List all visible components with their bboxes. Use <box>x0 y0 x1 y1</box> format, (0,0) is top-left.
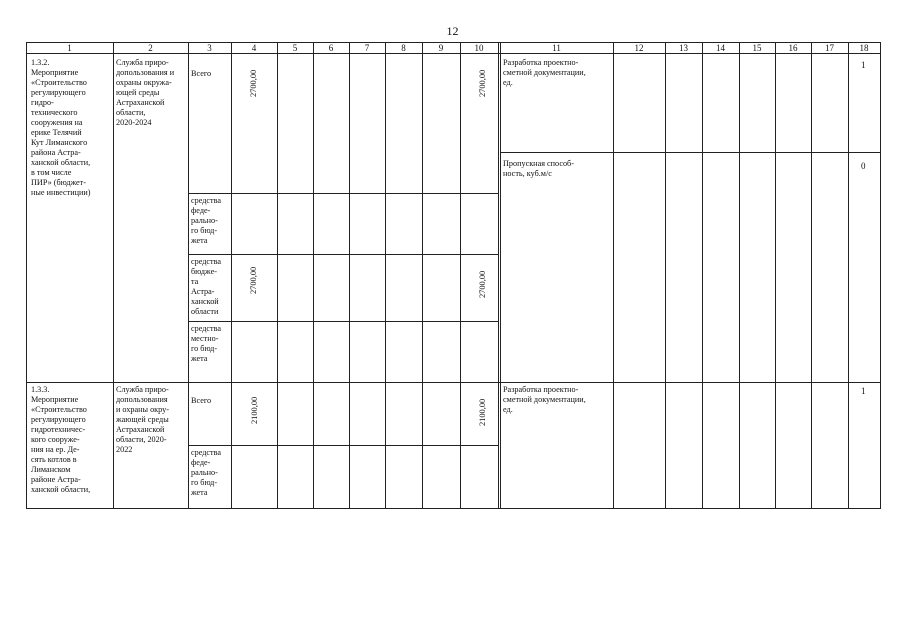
table-line <box>26 42 27 509</box>
table-line <box>665 42 666 509</box>
col-header-12: 12 <box>634 43 644 53</box>
page-number: 12 <box>446 24 459 38</box>
table-line <box>848 42 849 509</box>
table-line <box>811 42 812 509</box>
table-line <box>385 42 386 509</box>
row-code-text: 1.3.2. Мероприятие «Строительство регулирующего гидро- технического сооружения на ерике Телячий Кут Лиманского района Астра- ханской области, в том числе ПИР» (бюджет- ные инвестиции) <box>31 58 91 197</box>
table-line <box>500 152 880 153</box>
table-line <box>880 42 881 509</box>
source-name: средства феде- рально- го бюд- жета <box>191 196 222 245</box>
col-header-8: 8 <box>401 43 406 53</box>
row-code-text: 1.3.3. Мероприятие «Строительство регулирующего гидротехничес- кого сооруже- ния на ер. Де- сять котлов в Лиманском районе Астра- ханской области, <box>31 385 91 494</box>
table-line <box>460 42 461 509</box>
table-line <box>498 42 499 509</box>
indicator-value: 0 <box>861 161 866 171</box>
table-line <box>26 53 880 54</box>
table-line <box>26 382 880 383</box>
col-header-18: 18 <box>859 43 869 53</box>
amount-col10: 2700,00 <box>478 270 487 298</box>
col-header-11: 11 <box>552 43 561 53</box>
col-header-16: 16 <box>788 43 798 53</box>
table-line <box>188 193 498 194</box>
col-header-7: 7 <box>364 43 370 53</box>
source-name: средства местно- го бюд- жета <box>191 324 222 363</box>
table-line <box>775 42 776 509</box>
row-executor: Служба приро- допользования и охраны окру- жающей среды Астраханской области, 2020- 2022 <box>116 385 169 454</box>
col-header-4: 4 <box>251 43 257 53</box>
source-name: Всего <box>191 69 212 78</box>
col-header-3: 3 <box>207 43 212 53</box>
col-header-14: 14 <box>716 43 725 53</box>
amount-col10: 2100,00 <box>478 398 487 426</box>
col-header-10: 10 <box>474 43 484 53</box>
col-header-2: 2 <box>148 43 153 53</box>
indicator-name: Разработка проектно- сметной документации, ед. <box>503 58 586 87</box>
col-header-15: 15 <box>752 43 762 53</box>
amount-col4: 2700,00 <box>249 69 258 97</box>
table-line <box>26 42 880 43</box>
indicator-name: Разработка проектно- сметной документации, ед. <box>503 385 586 414</box>
indicator-name: Пропускная способ- ность, куб.м/с <box>503 159 574 178</box>
table-line <box>188 254 498 255</box>
col-header-5: 5 <box>292 43 298 53</box>
table-line <box>188 445 498 446</box>
table-line <box>349 42 350 509</box>
indicator-value: 1 <box>861 60 866 70</box>
table-line <box>188 42 189 509</box>
col-header-13: 13 <box>679 43 688 53</box>
amount-col4: 2700,00 <box>249 266 258 294</box>
source-name: средства феде- рально- го бюд- жета <box>191 448 222 497</box>
source-name: Всего <box>191 396 212 405</box>
table-line <box>231 42 232 509</box>
indicator-value: 1 <box>861 386 866 396</box>
table-line <box>702 42 703 509</box>
table-line <box>188 321 498 322</box>
table-line <box>277 42 278 509</box>
table-line <box>613 42 614 509</box>
table-line <box>313 42 314 509</box>
amount-col10: 2700,00 <box>478 69 487 97</box>
row-executor: Служба приро- допользования и охраны окружа- ющей среды Астраханской области, 2020-2024 <box>116 58 175 127</box>
source-name: средства бюдже- та Астра- ханской области <box>191 257 222 316</box>
table-line <box>26 508 880 509</box>
amount-col4: 2100,00 <box>250 396 259 424</box>
col-header-1: 1 <box>67 43 72 53</box>
table-line <box>422 42 423 509</box>
table-line <box>500 42 501 509</box>
col-header-6: 6 <box>328 43 334 53</box>
col-header-17: 17 <box>825 43 834 53</box>
table-line <box>739 42 740 509</box>
table-line <box>113 42 114 509</box>
col-header-9: 9 <box>438 43 444 53</box>
